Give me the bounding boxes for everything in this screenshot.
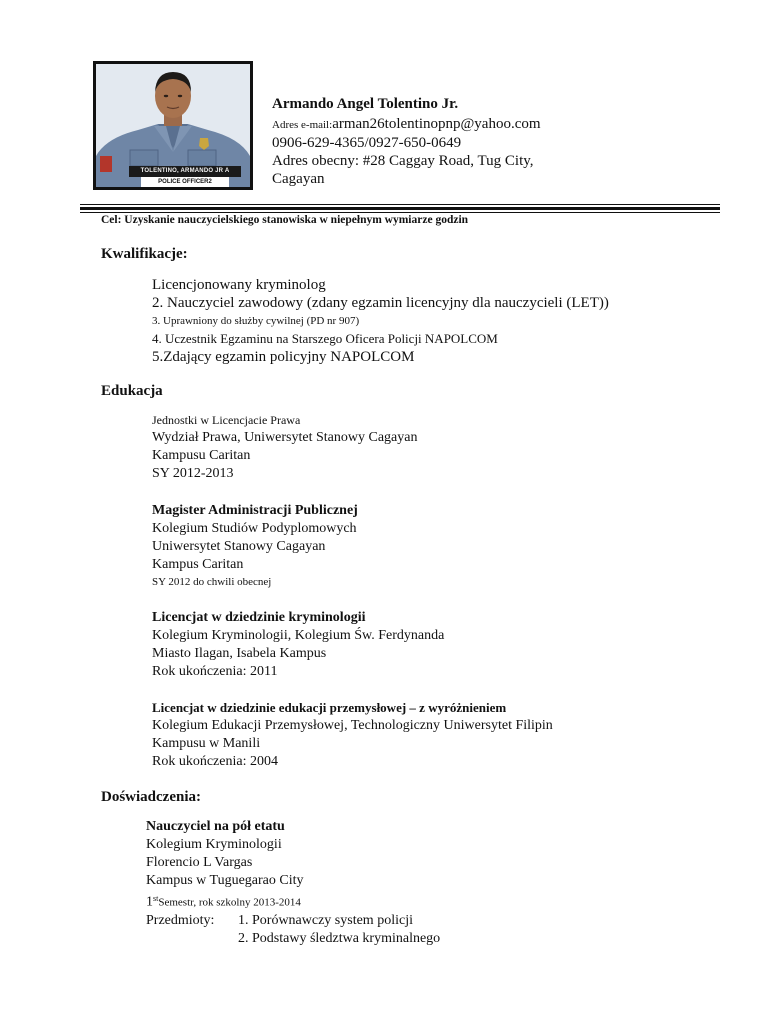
education-school: Wydział Prawa, Uniwersytet Stanowy Cagayan xyxy=(152,430,418,445)
education-university: Uniwersytet Stanowy Cagayan xyxy=(152,539,326,554)
subject-item: 2. Podstawy śledztwa kryminalnego xyxy=(238,930,441,946)
education-entry xyxy=(152,502,358,590)
experience-heading: Doświadczenia: xyxy=(101,789,201,805)
education-year: Rok ukończenia: 2011 xyxy=(152,664,278,679)
subjects-list xyxy=(238,912,440,948)
email-line xyxy=(272,115,541,134)
address-line-1: Adres obecny: #28 Caggay Road, Tug City, xyxy=(272,153,534,169)
job-institution: Florencio L Vargas xyxy=(146,855,253,870)
education-campus: Miasto Ilagan, Isabela Kampus xyxy=(152,646,327,661)
email-label: Adres e-mail: xyxy=(272,119,333,131)
qualification-item: 2. Nauczyciel zawodowy (zdany egzamin licencyjny dla nauczycieli (LET)) xyxy=(152,295,609,311)
education-degree: Licencjat w dziedzinie kryminologii xyxy=(152,610,366,625)
photo-nameplate: TOLENTINO, ARMANDO JR A xyxy=(129,166,241,177)
applicant-name: Armando Angel Tolentino Jr. xyxy=(272,96,459,112)
education-school: Kolegium Studiów Podyplomowych xyxy=(152,521,357,536)
subject-item: 1. Porównawczy system policji xyxy=(238,912,413,928)
semester-text: Semestr, rok szkolny 2013-2014 xyxy=(158,896,301,909)
education-degree: Jednostki w Licencjacie Prawa xyxy=(152,413,301,427)
qualifications-heading: Kwalifikacje: xyxy=(101,246,188,262)
qualification-item: Licencjonowany kryminolog xyxy=(152,277,326,293)
qualification-item: 5.Zdający egzamin policyjny NAPOLCOM xyxy=(152,349,415,365)
header-divider-thin-top xyxy=(80,204,720,205)
education-degree: Licencjat w dziedzinie edukacji przemysłowej – z wyróżnieniem xyxy=(152,700,507,715)
experience-entry xyxy=(146,818,440,948)
subjects-label: Przedmioty: xyxy=(146,912,215,928)
job-department: Kolegium Kryminologii xyxy=(146,837,282,852)
education-entry xyxy=(152,609,444,681)
header-divider-thick xyxy=(80,207,720,210)
education-year: SY 2012 do chwili obecnej xyxy=(152,576,272,588)
education-campus: Kampus Caritan xyxy=(152,557,244,572)
education-degree: Magister Administracji Publicznej xyxy=(152,503,358,518)
objective-line: Cel: Uzyskanie nauczycielskiego stanowiska w niepełnym wymiarze godzin xyxy=(101,214,469,226)
address-line-2: Cagayan xyxy=(272,171,325,187)
semester-suffix: st xyxy=(153,894,159,903)
phone-number: 0906-629-4365/0927-650-0649 xyxy=(272,135,462,151)
job-campus: Kampus w Tuguegarao City xyxy=(146,873,304,888)
header-divider-thin-bottom xyxy=(80,212,720,213)
education-entry xyxy=(152,699,553,771)
photo-rankplate: POLICE OFFICER2 xyxy=(141,177,229,187)
education-year: SY 2012-2013 xyxy=(152,466,234,481)
email-address: arman26tolentinopnp@yahoo.com xyxy=(332,116,541,132)
education-heading: Edukacja xyxy=(101,383,163,399)
job-title: Nauczyciel na pół etatu xyxy=(146,819,285,834)
education-school: Kolegium Kryminologii, Kolegium Św. Ferdynanda xyxy=(152,628,445,643)
semester-number: 1 xyxy=(146,894,153,910)
contact-block xyxy=(272,95,541,188)
education-campus: Kampusu w Manili xyxy=(152,736,261,751)
education-school: Kolegium Edukacji Przemysłowej, Technologiczny Uniwersytet Filipin xyxy=(152,718,553,733)
job-semester xyxy=(146,890,440,912)
qualification-item: 4. Uczestnik Egzaminu na Starszego Oficera Policji NAPOLCOM xyxy=(152,331,498,346)
subjects-row xyxy=(146,912,440,948)
education-entry xyxy=(152,411,417,483)
education-campus: Kampusu Caritan xyxy=(152,448,251,463)
education-year: Rok ukończenia: 2004 xyxy=(152,754,278,769)
profile-photo xyxy=(93,61,253,190)
qualification-item: 3. Uprawniony do służby cywilnej (PD nr 907) xyxy=(152,315,360,327)
qualifications-list xyxy=(152,276,609,367)
